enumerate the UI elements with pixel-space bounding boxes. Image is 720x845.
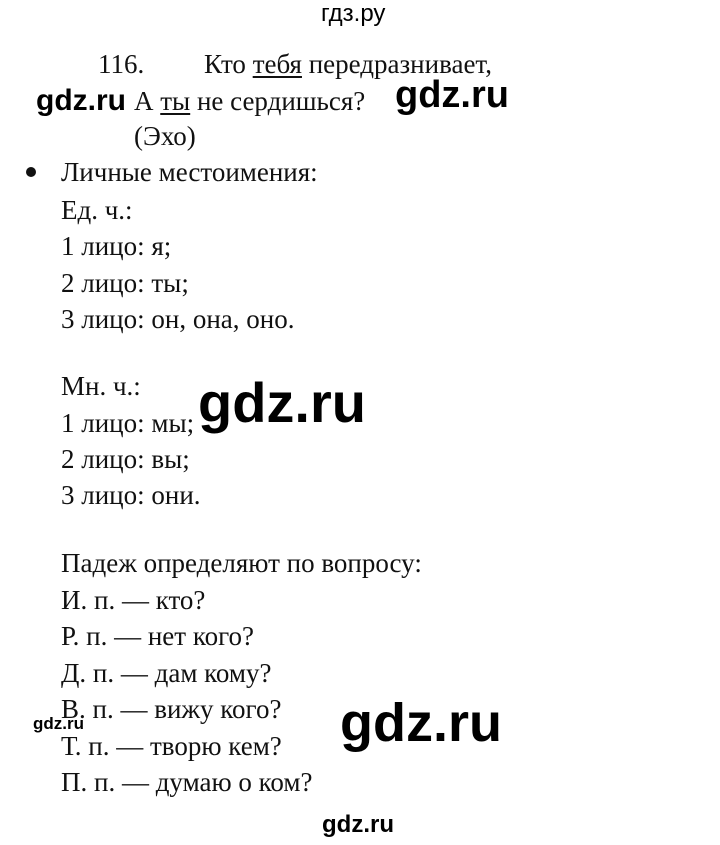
watermark: gdz.ru [36,84,126,117]
pronouns-heading: Личные местоимения: [61,157,318,187]
poem-line-2-after: не сердишься? [190,86,366,116]
underlined-word-2: ты [160,86,191,116]
poem-line-1-after: передразнивает, [301,49,492,79]
case-item: Р. п. — нет кого? [61,621,254,651]
watermark: gdz.ru [395,74,509,116]
plural-item: 2 лицо: вы; [61,444,190,474]
case-item: В. п. — вижу кого? [61,694,282,724]
singular-item: 1 лицо: я; [61,231,172,261]
exercise-number: 116. [98,49,145,79]
watermark: gdz.ru [33,714,84,733]
cases-intro: Падеж определяют по вопросу: [61,548,422,578]
case-item: П. п. — думаю о ком? [61,767,313,797]
plural-label: Мн. ч.: [61,371,141,401]
plural-item: 3 лицо: они. [61,480,201,510]
bullet-icon [26,167,36,177]
poem-line-2 [134,84,365,118]
case-item: Д. п. — дам кому? [61,658,272,688]
poem-line-3: (Эхо) [134,121,196,151]
singular-label: Ед. ч.: [61,195,133,225]
underlined-word-1: тебя [252,49,302,79]
singular-item: 2 лицо: ты; [61,268,189,298]
poem-line-1-before: Кто [204,49,253,79]
site-footer: gdz.ru [322,811,394,838]
plural-item: 1 лицо: мы; [61,408,195,438]
watermark: gdz.ru [198,371,366,434]
site-header: гдз.ру [321,0,386,27]
singular-item: 3 лицо: он, она, оно. [61,304,295,334]
watermark: gdz.ru [340,693,502,753]
case-item: И. п. — кто? [61,585,206,615]
case-item: Т. п. — творю кем? [61,731,282,761]
poem-line-2-before: А [134,86,161,116]
